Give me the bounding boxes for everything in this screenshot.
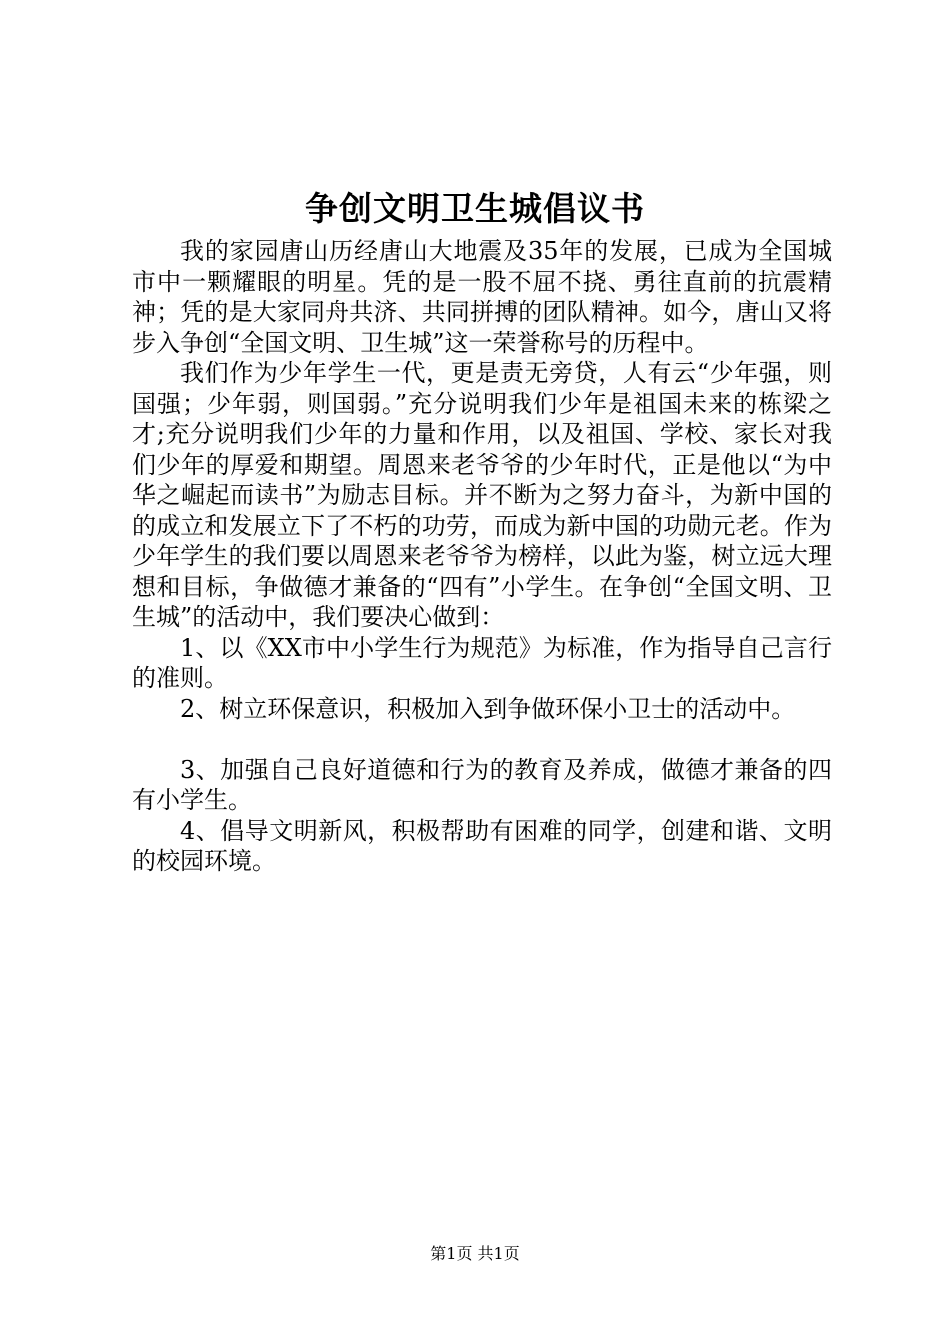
document-body bbox=[132, 236, 832, 877]
list-item-4: 4、倡导文明新风，积极帮助有困难的同学，创建和谐、文明的校园环境。 bbox=[132, 816, 832, 875]
list-item-3: 3、加强自己良好道德和行为的教育及养成，做德才兼备的四有小学生。 bbox=[132, 755, 832, 814]
paragraph-main: 我们作为少年学生一代，更是责无旁贷，人有云“少年强，则国强；少年弱，则国弱。”充分说明我们少年是祖国未来的栋梁之才;充分说明我们少年的力量和作用，以及祖国、学校、家长对我们少年的厚爱和期望。周恩来老爷爷的少年时代，正是他以“为中华之崛起而读书”为励志目标。并不断为之努力奋斗，为新中国的的成立和发展立下了不朽的功劳，而成为新中国的功勋元老。作为少年学生的我们要以周恩来老爷爷为榜样，以此为鉴，树立远大理想和目标，争做德才兼备的“四有”小学生。在争创“全国文明、卫生城”的活动中，我们要决心做到： bbox=[132, 359, 832, 631]
document-title: 争创文明卫生城倡议书 bbox=[305, 189, 645, 228]
list-item-2: 2、树立环保意识，积极加入到争做环保小卫士的活动中。 bbox=[180, 694, 796, 723]
paragraph-intro: 我的家园唐山历经唐山大地震及35年的发展，已成为全国城市中一颗耀眼的明星。凭的是一股不屈不挠、勇往直前的抗震精神；凭的是大家同舟共济、共同拼搏的团队精神。如今，唐山又将步入争创“全国文明、卫生城”这一荣誉称号的历程中。 bbox=[132, 237, 832, 357]
blank-line bbox=[132, 724, 832, 755]
page-footer: 第1页 共1页 bbox=[430, 1244, 520, 1263]
list-item-1: 1、以《XX市中小学生行为规范》为标准，作为指导自己言行的准则。 bbox=[132, 633, 832, 692]
